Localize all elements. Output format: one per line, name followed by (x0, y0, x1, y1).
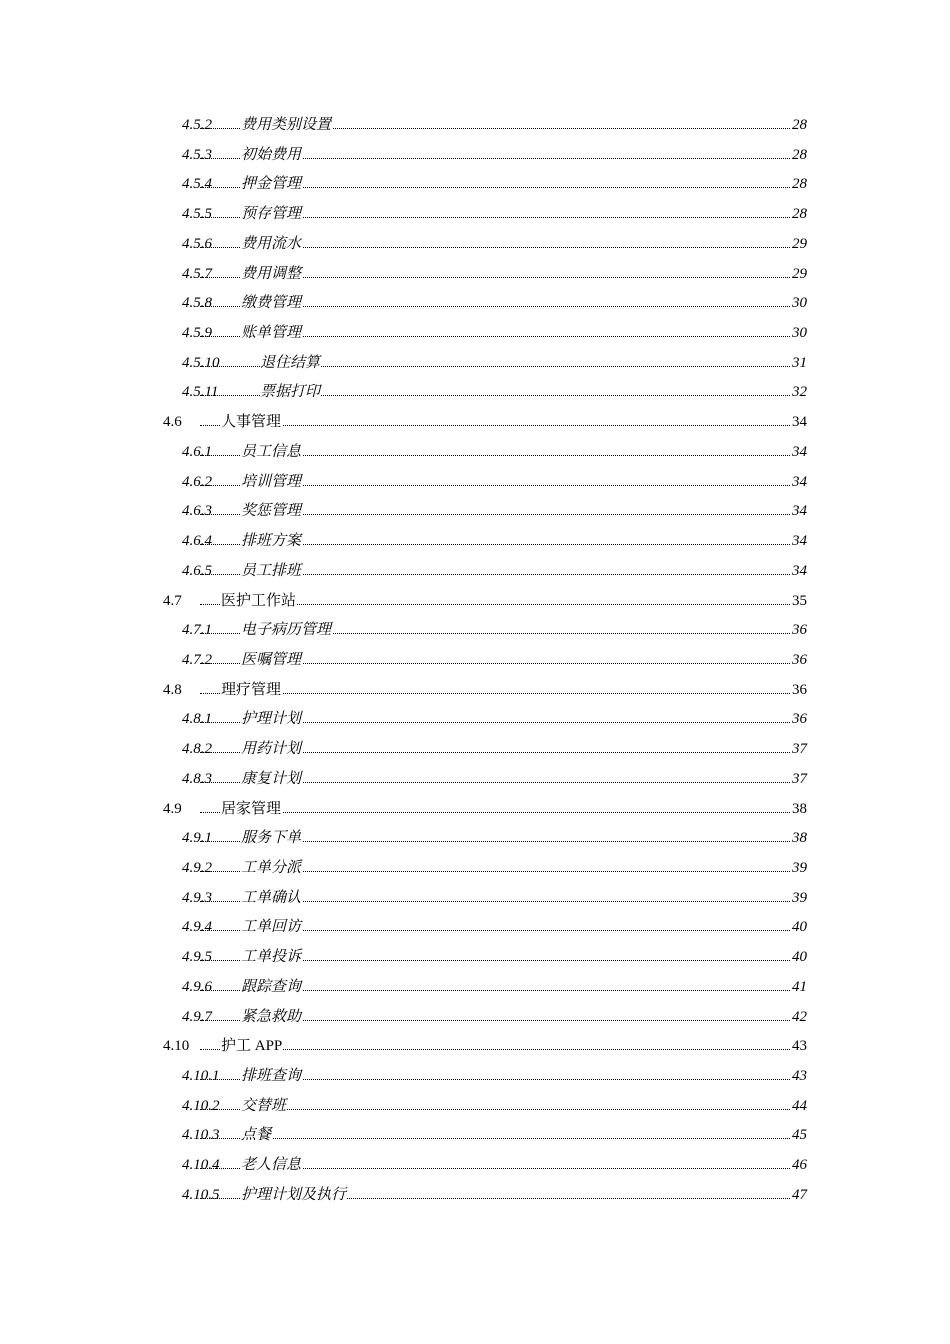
toc-page-number: 38 (791, 795, 807, 825)
toc-entry[interactable] (0, 1181, 950, 1211)
toc-dot-leader (200, 1109, 792, 1110)
toc-page-number: 35 (791, 587, 807, 617)
toc-page-number: 38 (791, 824, 807, 854)
toc-entry[interactable] (0, 1003, 950, 1033)
toc-entry[interactable] (0, 408, 950, 438)
toc-entry-number: 4.9.4 (182, 919, 212, 936)
toc-entry-title: 培训管理 (241, 468, 302, 498)
toc-entry-number: 4.8.2 (182, 741, 212, 758)
toc-entry-title: 费用流水 (241, 230, 302, 260)
toc-entry[interactable] (0, 765, 950, 795)
toc-entry[interactable] (0, 705, 950, 735)
toc-entry-title: 员工排班 (241, 557, 302, 587)
toc-page-number: 34 (791, 468, 807, 498)
toc-entry-number: 4.7 (163, 592, 182, 609)
toc-entry-title: 排班方案 (241, 527, 302, 557)
toc-entry[interactable] (0, 1092, 950, 1122)
toc-entry-title: 工单分派 (241, 854, 302, 884)
toc-entry[interactable] (0, 468, 950, 498)
toc-page-number: 41 (791, 973, 807, 1003)
toc-entry-number: 4.9.6 (182, 978, 212, 995)
toc-entry-number: 4.5.6 (182, 235, 212, 252)
toc-page-number: 34 (791, 557, 807, 587)
toc-entry[interactable] (0, 141, 950, 171)
toc-entry[interactable] (0, 200, 950, 230)
toc-dot-leader (200, 1049, 792, 1050)
toc-entry-number: 4.9.5 (182, 949, 212, 966)
toc-page-number: 47 (791, 1181, 807, 1211)
toc-page-number: 28 (791, 141, 807, 171)
toc-entry-number: 4.6.2 (182, 473, 212, 490)
toc-page-number: 46 (791, 1151, 807, 1181)
toc-entry[interactable] (0, 884, 950, 914)
toc-entry[interactable] (0, 795, 950, 825)
toc-page-number: 37 (791, 735, 807, 765)
toc-entry[interactable] (0, 913, 950, 943)
toc-entry[interactable] (0, 824, 950, 854)
toc-entry-title: 老人信息 (241, 1151, 302, 1181)
toc-page-number: 44 (791, 1092, 807, 1122)
toc-page-number: 28 (791, 111, 807, 141)
toc-dot-leader (200, 693, 792, 694)
toc-entry-title: 工单回访 (241, 913, 302, 943)
toc-entry-title: 押金管理 (241, 170, 302, 200)
toc-entry-number: 4.5.2 (182, 117, 212, 133)
toc-entry-number: 4.6.4 (182, 533, 212, 550)
toc-entry-number: 4.10.1 (182, 1068, 220, 1084)
toc-entry-number: 4.6 (163, 414, 182, 431)
toc-entry[interactable] (0, 349, 950, 379)
toc-page-number: 45 (791, 1121, 807, 1151)
toc-entry[interactable] (0, 616, 950, 646)
toc-entry-number: 4.8 (163, 681, 182, 698)
toc-entry-number: 4.9.2 (182, 859, 212, 876)
toc-entry-title: 排班查询 (241, 1062, 302, 1092)
toc-entry[interactable] (0, 319, 950, 349)
toc-entry-number: 4.7.2 (182, 651, 212, 668)
toc-entry[interactable] (0, 111, 950, 141)
toc-entry-title: 服务下单 (241, 824, 302, 854)
toc-entry-number: 4.6.5 (182, 562, 212, 579)
toc-entry-number: 4.5.5 (182, 206, 212, 223)
toc-dot-leader (200, 1138, 792, 1139)
toc-entry[interactable] (0, 170, 950, 200)
toc-entry[interactable] (0, 527, 950, 557)
toc-entry-number: 4.10.2 (182, 1097, 220, 1114)
toc-page-number: 29 (791, 230, 807, 260)
toc-entry-number: 4.5.9 (182, 325, 212, 342)
toc-entry-number: 4.10.4 (182, 1157, 220, 1174)
toc-entry[interactable] (0, 943, 950, 973)
toc-entry[interactable] (0, 676, 950, 706)
toc-entry-title: 交替班 (241, 1092, 287, 1122)
toc-page-number: 30 (791, 289, 807, 319)
toc-entry-number: 4.7.1 (182, 622, 212, 639)
toc-dot-leader (200, 812, 792, 813)
toc-page-number: 34 (791, 527, 807, 557)
toc-entry-number: 4.9.7 (182, 1008, 212, 1025)
toc-entry-number: 4.10.5 (182, 1186, 220, 1203)
toc-page-number: 40 (791, 943, 807, 973)
toc-page-number: 34 (791, 497, 807, 527)
toc-entry-number: 4.6.1 (182, 443, 212, 460)
toc-entry-number: 4.5.4 (182, 176, 212, 193)
toc-entry[interactable] (0, 1121, 950, 1151)
toc-entry-number: 4.5.7 (182, 265, 212, 282)
toc-entry-title: 紧急救助 (241, 1003, 302, 1033)
toc-entry-title: 票据打印 (260, 378, 321, 408)
toc-entry[interactable] (0, 1062, 950, 1092)
toc-entry-title: 理疗管理 (221, 676, 282, 706)
toc-entry-title: 费用调整 (241, 260, 302, 290)
toc-page-number: 34 (791, 438, 807, 468)
toc-entry-number: 4.5.10 (182, 354, 220, 371)
toc-entry-title: 电子病历管理 (241, 616, 332, 646)
toc-dot-leader (200, 425, 792, 426)
toc-entry-title: 居家管理 (221, 795, 282, 825)
toc-entry-title: 初始费用 (241, 141, 302, 171)
toc-entry-number: 4.10.3 (182, 1127, 220, 1144)
toc-page-number: 29 (791, 260, 807, 290)
toc-entry-title: 护工 APP (221, 1032, 283, 1062)
toc-entry-number: 4.6.3 (182, 503, 212, 520)
toc-entry-number: 4.8.3 (182, 770, 212, 787)
toc-page-number: 43 (791, 1032, 807, 1062)
toc-entry-title: 账单管理 (241, 319, 302, 349)
toc-page-number: 36 (791, 676, 807, 706)
toc-page-number: 39 (791, 854, 807, 884)
toc-entry-title: 工单投诉 (241, 943, 302, 973)
toc-page-number: 36 (791, 646, 807, 676)
toc-page-number: 36 (791, 705, 807, 735)
toc-page-number: 43 (791, 1062, 807, 1092)
toc-entry-number: 4.5.3 (182, 146, 212, 163)
toc-entry-title: 用药计划 (241, 735, 302, 765)
toc-page-number: 30 (791, 319, 807, 349)
toc-entry-number: 4.9.3 (182, 889, 212, 906)
toc-entry-title: 退住结算 (260, 349, 321, 379)
toc-entry-title: 护理计划及执行 (241, 1181, 347, 1211)
toc-page-number: 32 (791, 378, 807, 408)
toc-entry-number: 4.8.1 (182, 711, 212, 728)
toc-entry-title: 工单确认 (241, 884, 302, 914)
toc-page-number: 37 (791, 765, 807, 795)
toc-entry-title: 跟踪查询 (241, 973, 302, 1003)
toc-entry[interactable] (0, 646, 950, 676)
toc-page-number: 42 (791, 1003, 807, 1033)
toc-entry[interactable] (0, 289, 950, 319)
toc-entry-title: 点餐 (241, 1121, 272, 1151)
toc-page-number: 36 (791, 616, 807, 646)
toc-entry-title: 医嘱管理 (241, 646, 302, 676)
toc-entry[interactable] (0, 260, 950, 290)
toc-entry[interactable] (0, 557, 950, 587)
toc-entry-title: 康复计划 (241, 765, 302, 795)
toc-entry-number: 4.5.8 (182, 295, 212, 312)
table-of-contents (0, 111, 950, 1211)
toc-entry[interactable] (0, 230, 950, 260)
toc-entry-title: 护理计划 (241, 705, 302, 735)
toc-entry-title: 费用类别设置 (241, 111, 332, 141)
toc-entry[interactable] (0, 497, 950, 527)
toc-entry[interactable] (0, 854, 950, 884)
toc-entry-number: 4.10 (163, 1038, 190, 1055)
toc-page-number: 34 (791, 408, 807, 438)
toc-page-number: 28 (791, 200, 807, 230)
toc-page-number: 39 (791, 884, 807, 914)
toc-entry[interactable] (0, 1151, 950, 1181)
toc-page-number: 31 (791, 349, 807, 379)
toc-entry[interactable] (0, 973, 950, 1003)
toc-entry[interactable] (0, 587, 950, 617)
toc-entry[interactable] (0, 735, 950, 765)
toc-entry-title: 预存管理 (241, 200, 302, 230)
toc-entry-title: 缴费管理 (241, 289, 302, 319)
toc-entry[interactable] (0, 438, 950, 468)
toc-page-number: 28 (791, 170, 807, 200)
toc-entry-title: 人事管理 (221, 408, 282, 438)
toc-entry-title: 医护工作站 (221, 587, 297, 617)
toc-entry[interactable] (0, 1032, 950, 1062)
toc-entry-title: 奖惩管理 (241, 497, 302, 527)
toc-entry-number: 4.9 (163, 800, 182, 817)
toc-entry[interactable] (0, 378, 950, 408)
toc-entry-number: 4.5.11 (182, 384, 219, 401)
toc-entry-title: 员工信息 (241, 438, 302, 468)
toc-entry-number: 4.9.1 (182, 830, 212, 847)
toc-page-number: 40 (791, 913, 807, 943)
